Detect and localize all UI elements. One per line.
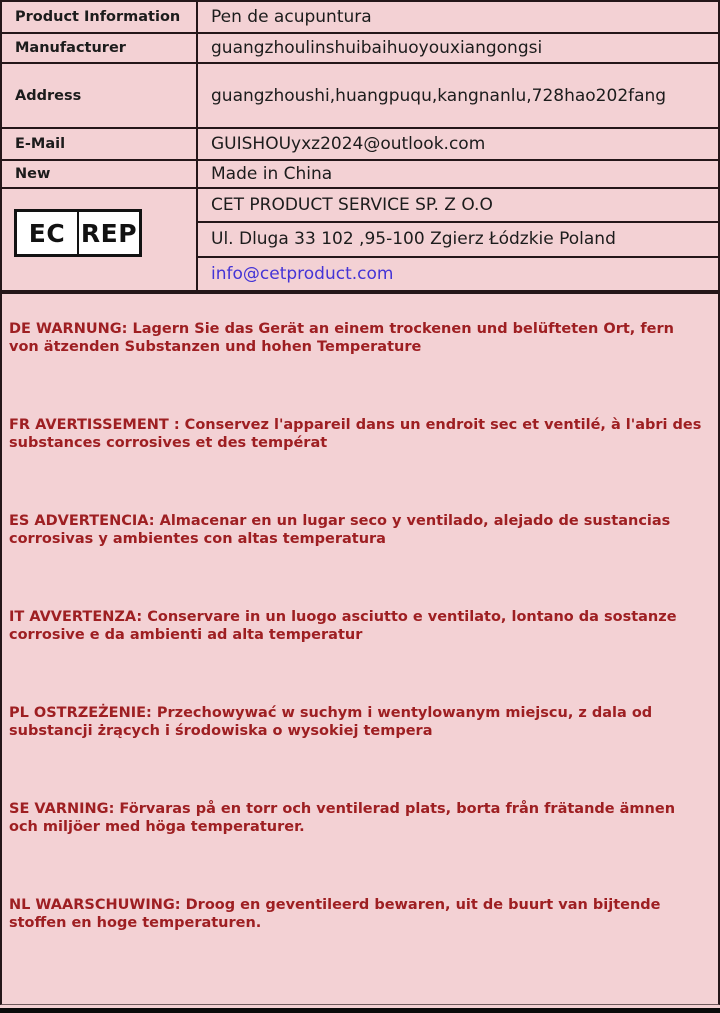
warning-nl: NL WAARSCHUWING: Droog en geventileerd bewaren, uit de buurt van bijtende stoffen en hoge temperaturen. — [9, 897, 661, 931]
manufacturer-value: guangzhoulinshuibaihuoyouxiangongsi — [211, 38, 543, 58]
product-info-label: Product Information — [2, 2, 198, 32]
address-label: Address — [2, 64, 198, 127]
table-row-product — [2, 2, 718, 34]
table-row-origin — [2, 161, 718, 189]
warning-pl: PL OSTRZEŻENIE: Przechowywać w suchym i wentylowanym miejscu, z dala od substancji żrących i środowiska o wysokiej tempera — [9, 705, 653, 739]
warnings-section — [0, 292, 720, 1005]
email-value: GUISHOUyxz2024@outlook.com — [211, 134, 486, 154]
ec-rep-symbol-rep: REP — [80, 218, 138, 248]
address-value: guangzhoushi,huangpuqu,kangnanlu,728hao202fang — [211, 85, 667, 106]
table-row-email — [2, 129, 718, 161]
bottom-scan-bar — [0, 1008, 720, 1013]
product-info-value: Pen de acupuntura — [211, 7, 372, 27]
ec-rep-contact-lines — [198, 189, 718, 290]
table-row-manufacturer — [2, 34, 718, 64]
ec-rep-company: CET PRODUCT SERVICE SP. Z O.O — [211, 195, 493, 216]
origin-value: Made in China — [211, 164, 333, 184]
table-row-ec-rep — [2, 189, 718, 290]
warning-de: DE WARNUNG: Lagern Sie das Gerät an einem trockenen und belüfteten Ort, fern von ätzenden Substanzen und hohen Temperature — [9, 321, 674, 355]
ec-rep-cell — [2, 189, 198, 290]
product-info-table — [0, 0, 720, 292]
ec-rep-address: Ul. Dluga 33 102 ,95-100 Zgierz Łódzkie Poland — [198, 221, 718, 255]
ec-rep-symbol-icon — [14, 209, 142, 257]
email-label: E-Mail — [2, 129, 198, 159]
warning-se: SE VARNING: Förvaras på en torr och ventilerad plats, borta från frätande ämnen och miljöer med höga temperaturer. — [9, 801, 676, 835]
warning-fr: FR AVERTISSEMENT : Conservez l'appareil dans un endroit sec et ventilé, à l'abri des substances corrosives et des températ — [9, 417, 702, 451]
manufacturer-label: Manufacturer — [2, 34, 198, 62]
warning-es: ES ADVERTENCIA: Almacenar en un lugar seco y ventilado, alejado de sustancias corrosivas y ambientes con altas temperatura — [9, 513, 671, 547]
ec-rep-symbol-ec: EC — [17, 212, 79, 254]
warning-it: IT AVVERTENZA: Conservare in un luogo asciutto e ventilato, lontano da sostanze corrosive e da ambienti ad alta temperatur — [9, 609, 677, 643]
origin-label: New — [2, 161, 198, 187]
ec-rep-email-link[interactable]: info@cetproduct.com — [198, 256, 718, 290]
table-row-address — [2, 64, 718, 129]
